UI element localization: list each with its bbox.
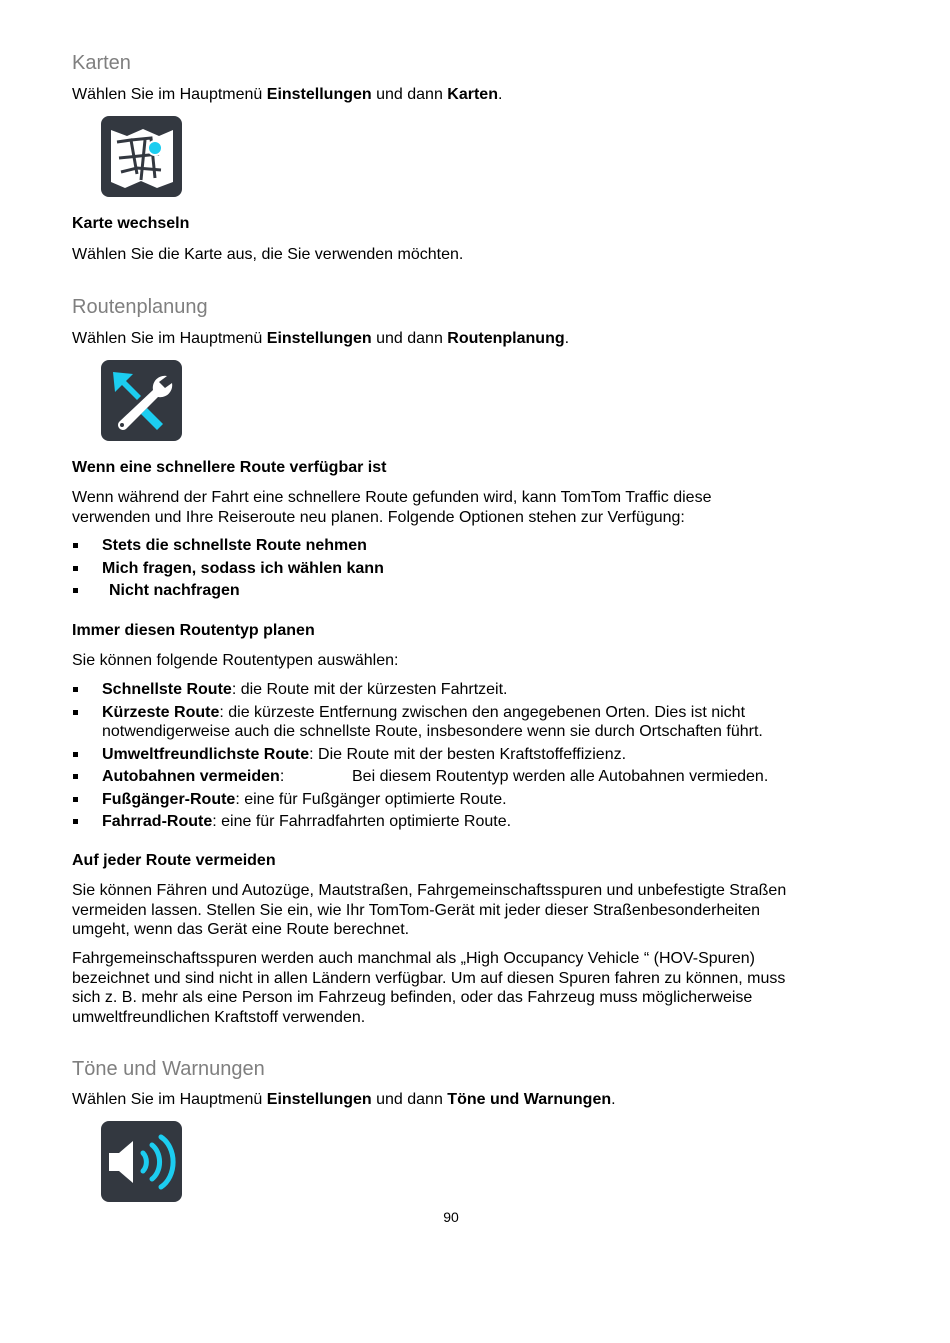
bullet [73,752,78,757]
menu-term-toene-und-warnungen: Töne und Warnungen [447,1091,612,1108]
text-line: Wenn während der Fahrt eine schnellere Route gefunden wird, kann TomTom Traffic diese [72,489,712,506]
text-line: sich z. B. mehr als eine Person im Fahrzeug befinden, oder das Fahrzeug muss möglicherweise [72,989,753,1006]
text-line: umgeht, wenn das Gerät eine Route berechnet. [72,921,410,938]
bullet [73,797,78,802]
vermeiden-text-1 [72,881,786,940]
routentyp-text: Sie können folgende Routentypen auswählen: [72,652,399,669]
route-type-term: Fußgänger-Route [102,790,236,808]
route-type-desc: notwendigerweise auch die schnellste Route, insbesondere wenn sie durch Ortschaften führt. [102,723,763,740]
intro-text: . [497,86,503,103]
menu-term-einstellungen: Einstellungen [266,1091,372,1108]
menu-term-einstellungen: Einstellungen [266,86,372,103]
intro-text: Wählen Sie im Hauptmenü [72,86,267,103]
intro-text: und dann [371,1091,448,1108]
sub-heading-schnellere-route: Wenn eine schnellere Route verfügbar ist [72,459,387,476]
sub-heading-vermeiden: Auf jeder Route vermeiden [72,852,276,869]
text-line: Fahrgemeinschaftsspuren werden auch manchmal als „High Occupancy Vehicle “ (HOV-Spuren) [72,950,755,967]
bullet [73,774,78,779]
text-line: vermeiden lassen. Stellen Sie ein, wie Ihr TomTom-Gerät mit jeder dieser Straßenbesonderheiten [72,901,761,919]
sub-heading-routentyp: Immer diesen Routentyp planen [72,622,315,639]
route-type-desc: : [279,768,285,785]
list-item [72,745,852,765]
route-type-term: Autobahnen vermeiden [102,768,280,785]
route-planning-wrench-icon [101,360,182,441]
route-type-term: Umweltfreundlichste Route [102,745,310,763]
route-type-desc: : die kürzeste Entfernung zwischen den angegebenen Orten. Dies ist nicht [219,703,746,721]
list-item [72,812,852,832]
toene-intro [72,1090,616,1110]
bullet [73,710,78,715]
route-type-term: Kürzeste Route [102,703,220,721]
list-item [72,703,852,742]
route-type-term: Fahrrad-Route [102,813,213,830]
bullet [73,566,78,571]
menu-term-einstellungen: Einstellungen [266,330,372,347]
list-item [72,559,832,579]
bullet [73,588,78,593]
option-label: Nicht nachfragen [109,582,240,599]
sub-heading-karte-wechseln: Karte wechseln [72,215,190,232]
vermeiden-text-2 [72,949,785,1027]
bullet [73,819,78,824]
route-type-term: Schnellste Route [102,681,232,698]
karte-wechseln-text: Wählen Sie die Karte aus, die Sie verwenden möchten. [72,246,464,263]
menu-term-karten: Karten [447,86,498,103]
intro-text: Wählen Sie im Hauptmenü [72,330,267,347]
intro-text: . [564,330,570,347]
text-line: umweltfreundlichen Kraftstoff verwenden. [72,1008,366,1026]
route-type-desc: : die Route mit der kürzesten Fahrtzeit. [231,681,508,698]
page-number: 90 [443,1209,459,1225]
route-type-desc: : Die Route mit der besten Kraftstoffeffizienz. [309,745,627,763]
section-heading-toene: Töne und Warnungen [72,1058,265,1080]
schnellere-route-text [72,488,711,527]
route-type-list [72,680,852,832]
bullet [73,543,78,548]
option-label: Stets die schnellste Route nehmen [102,537,367,554]
route-type-desc: Bei diesem Routentyp werden alle Autobahnen vermieden. [352,768,769,785]
map-icon [101,116,182,197]
intro-text: . [611,1091,616,1108]
text-line: bezeichnet und sind nicht in allen Ländern verfügbar. Um auf diesen Spuren fahren zu können, muss [72,969,786,987]
option-label: Mich fragen, sodass ich wählen kann [102,559,384,577]
route-type-desc: : eine für Fahrradfahrten optimierte Route. [212,813,512,830]
list-item [72,536,832,556]
karten-intro [72,85,502,105]
section-heading-routenplanung: Routenplanung [72,296,208,318]
text-line: verwenden und Ihre Reiseroute neu planen. Folgende Optionen stehen zur Verfügung: [72,508,685,526]
intro-text: und dann [371,330,448,347]
list-item [72,680,852,700]
intro-text: und dann [371,86,448,103]
route-type-desc: : eine für Fußgänger optimierte Route. [235,790,507,808]
section-heading-karten: Karten [72,52,131,74]
faster-route-options-list [72,536,832,601]
list-item [72,790,852,810]
list-item [72,581,832,601]
intro-text: Wählen Sie im Hauptmenü [72,1091,267,1108]
speaker-sound-icon [101,1121,182,1202]
menu-term-routenplanung: Routenplanung [447,330,565,347]
bullet [73,687,78,692]
list-item [72,767,852,787]
text-line: Sie können Fähren und Autozüge, Mautstraßen, Fahrgemeinschaftsspuren und unbefestigte Straßen [72,882,787,899]
routenplanung-intro [72,329,569,349]
